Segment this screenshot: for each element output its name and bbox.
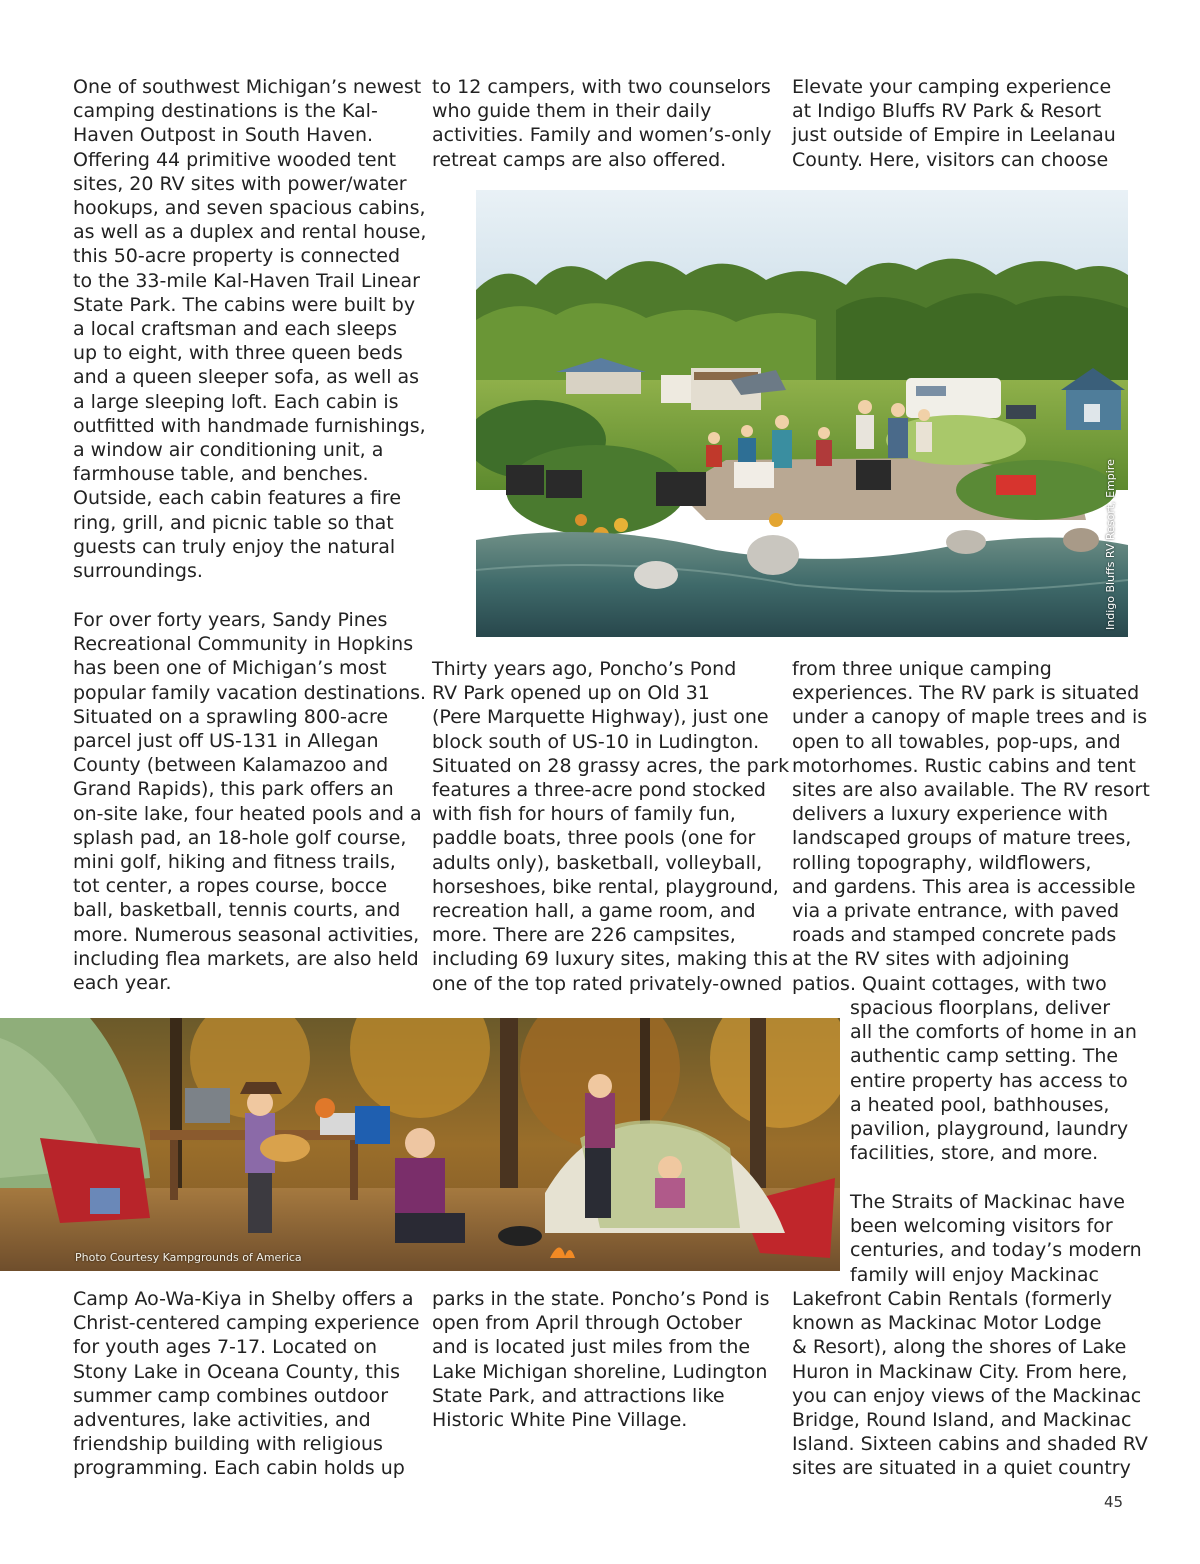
text-line: Outside, each cabin features a fire — [73, 487, 402, 510]
family-camping-photo — [0, 1018, 840, 1271]
col1-sandy-pines-paragraph — [73, 608, 426, 995]
text-line: adventures, lake activities, and — [73, 1409, 371, 1432]
text-line: (Pere Marquette Highway), just one — [432, 706, 769, 729]
text-line: splash pad, an 18-hole golf course, — [73, 826, 407, 849]
text-line: a local craftsman and each sleeps — [73, 318, 397, 341]
text-line: State Park, and attractions like — [432, 1384, 725, 1407]
text-line: Situated on 28 grassy acres, the park — [432, 754, 790, 777]
text-line: ring, grill, and picnic table so that — [73, 511, 394, 534]
text-line: under a canopy of maple trees and is — [792, 706, 1148, 729]
text-line: centuries, and today’s modern — [850, 1239, 1142, 1262]
text-line: a heated pool, bathhouses, — [850, 1093, 1110, 1116]
family-camping-photo-credit: Photo Courtesy Kampgrounds of America — [75, 1251, 302, 1264]
col3-mackinac-paragraph — [792, 1287, 1148, 1481]
text-line: & Resort), along the shores of Lake — [792, 1336, 1127, 1359]
text-line: rolling topography, wildflowers, — [792, 851, 1092, 874]
col3-indigo-continued-paragraph — [792, 657, 1150, 996]
text-line: features a three-acre pond stocked — [432, 779, 766, 802]
text-line: block south of US-10 in Ludington. — [432, 730, 760, 753]
text-line: guests can truly enjoy the natural — [73, 535, 396, 558]
text-line: known as Mackinac Motor Lodge — [792, 1312, 1102, 1335]
text-line: all the comforts of home in an — [850, 1021, 1137, 1044]
text-line: State Park. The cabins were built by — [73, 293, 416, 316]
text-line: horseshoes, bike rental, playground, — [432, 875, 779, 898]
text-line: authentic camp setting. The — [850, 1045, 1119, 1068]
text-line: County (between Kalamazoo and — [73, 754, 389, 777]
text-line: a window air conditioning unit, a — [73, 439, 384, 462]
text-line: Haven Outpost in South Haven. — [73, 124, 374, 147]
col2-ponchos-pond-paragraph — [432, 657, 789, 996]
text-line: at Indigo Bluffs RV Park & Resort — [792, 100, 1102, 123]
col1-kal-haven-paragraph — [73, 75, 426, 583]
text-line: parks in the state. Poncho’s Pond is — [432, 1288, 770, 1310]
text-line: Elevate your camping experience — [792, 76, 1112, 98]
text-line: programming. Each cabin holds up — [73, 1457, 405, 1480]
col2-camp-continued-paragraph — [432, 75, 771, 172]
col1-camp-ao-wa-kiya-paragraph — [73, 1287, 420, 1481]
text-line: activities. Family and women’s-only — [432, 124, 772, 147]
text-line: delivers a luxury experience with — [792, 803, 1109, 826]
text-line: parcel just off US-131 in Allegan — [73, 730, 379, 753]
text-line: farmhouse table, and benches. — [73, 463, 369, 486]
col3-indigo-bluffs-paragraph — [792, 75, 1116, 172]
text-line: with fish for hours of family fun, — [432, 803, 736, 826]
text-line: Historic White Pine Village. — [432, 1409, 688, 1432]
text-line: tot center, a ropes course, bocce — [73, 875, 388, 898]
text-line: paddle boats, three pools (one for — [432, 827, 756, 850]
text-line: spacious floorplans, deliver — [850, 997, 1111, 1019]
text-line: One of southwest Michigan’s newest — [73, 76, 422, 98]
text-line: surroundings. — [73, 560, 203, 583]
text-line: to the 33-mile Kal-Haven Trail Linear — [73, 269, 420, 292]
text-line: mini golf, hiking and fitness trails, — [73, 851, 396, 874]
text-line: Huron in Mackinaw City. From here, — [792, 1360, 1128, 1383]
text-line: from three unique camping — [792, 658, 1052, 680]
text-line: and gardens. This area is accessible — [792, 875, 1136, 898]
col3-cottages-paragraph — [850, 996, 1137, 1165]
text-line: RV Park opened up on Old 31 — [432, 682, 710, 705]
page-number: 45 — [1104, 1493, 1124, 1511]
text-line: who guide them in their daily — [432, 100, 712, 123]
text-line: landscaped groups of mature trees, — [792, 827, 1132, 850]
rv-resort-photo-credit: Indigo Bluffs RV Resort, Empire — [1104, 459, 1117, 630]
text-line: retreat camps are also offered. — [432, 148, 727, 171]
text-line: on-site lake, four heated pools and a — [73, 802, 422, 825]
text-line: Situated on a sprawling 800-acre — [73, 705, 389, 728]
text-line: each year. — [73, 972, 172, 995]
text-line: motorhomes. Rustic cabins and tent — [792, 754, 1136, 777]
text-line: Camp Ao-Wa-Kiya in Shelby offers a — [73, 1288, 414, 1310]
text-line: County. Here, visitors can choose — [792, 148, 1109, 171]
text-line: hookups, and seven spacious cabins, — [73, 197, 426, 220]
text-line: been welcoming visitors for — [850, 1215, 1113, 1238]
text-line: to 12 campers, with two counselors — [432, 76, 771, 98]
text-line: Stony Lake in Oceana County, this — [73, 1360, 400, 1383]
text-line: you can enjoy views of the Mackinac — [792, 1384, 1142, 1407]
text-line: Recreational Community in Hopkins — [73, 633, 414, 656]
text-line: camping destinations is the Kal- — [73, 100, 378, 123]
text-line: Lakefront Cabin Rentals (formerly — [792, 1288, 1112, 1310]
text-line: Lake Michigan shoreline, Ludington — [432, 1360, 768, 1383]
text-line: open from April through October — [432, 1312, 742, 1335]
text-line: Offering 44 primitive wooded tent — [73, 148, 397, 171]
text-line: open to all towables, pop-ups, and — [792, 730, 1121, 753]
text-line: ball, basketball, tennis courts, and — [73, 899, 401, 922]
text-line: sites, 20 RV sites with power/water — [73, 172, 407, 195]
text-line: has been one of Michigan’s most — [73, 657, 387, 680]
text-line: facilities, store, and more. — [850, 1142, 1099, 1165]
text-line: a large sleeping loft. Each cabin is — [73, 390, 399, 413]
text-line: Bridge, Round Island, and Mackinac — [792, 1409, 1132, 1432]
text-line: Island. Sixteen cabins and shaded RV — [792, 1433, 1148, 1456]
text-line: experiences. The RV park is situated — [792, 682, 1140, 705]
text-line: and a queen sleeper sofa, as well as — [73, 366, 420, 389]
text-line: patios. Quaint cottages, with two — [792, 972, 1107, 995]
text-line: Christ-centered camping experience — [73, 1312, 420, 1335]
text-line: one of the top rated privately-owned — [432, 972, 783, 995]
rv-resort-photo — [476, 190, 1128, 637]
col2-ponchos-continued-paragraph — [432, 1287, 770, 1432]
text-line: at the RV sites with adjoining — [792, 948, 1070, 971]
text-line: recreation hall, a game room, and — [432, 900, 756, 923]
text-line: this 50-acre property is connected — [73, 245, 401, 268]
text-line: including 69 luxury sites, making this — [432, 948, 789, 971]
text-line: sites are situated in a quiet country — [792, 1457, 1131, 1480]
text-line: up to eight, with three queen beds — [73, 342, 403, 365]
text-line: and is located just miles from the — [432, 1336, 751, 1359]
text-line: Thirty years ago, Poncho’s Pond — [432, 658, 737, 680]
col3-straits-paragraph — [850, 1190, 1142, 1287]
text-line: outfitted with handmade furnishings, — [73, 414, 426, 437]
text-line: entire property has access to — [850, 1069, 1128, 1092]
text-line: roads and stamped concrete pads — [792, 924, 1117, 947]
text-line: pavilion, playground, laundry — [850, 1118, 1129, 1141]
text-line: including flea markets, are also held — [73, 947, 419, 970]
text-line: for youth ages 7-17. Located on — [73, 1336, 378, 1359]
text-line: sites are also available. The RV resort — [792, 779, 1150, 802]
text-line: more. There are 226 campsites, — [432, 924, 736, 947]
text-line: popular family vacation destinations. — [73, 681, 427, 704]
text-line: via a private entrance, with paved — [792, 900, 1120, 923]
text-line: Grand Rapids), this park offers an — [73, 778, 394, 801]
text-line: For over forty years, Sandy Pines — [73, 609, 388, 631]
text-line: The Straits of Mackinac have — [850, 1191, 1125, 1213]
text-line: family will enjoy Mackinac — [850, 1263, 1099, 1286]
text-line: more. Numerous seasonal activities, — [73, 923, 420, 946]
text-line: as well as a duplex and rental house, — [73, 221, 427, 244]
text-line: adults only), basketball, volleyball, — [432, 851, 763, 874]
text-line: summer camp combines outdoor — [73, 1384, 389, 1407]
text-line: friendship building with religious — [73, 1433, 383, 1456]
text-line: just outside of Empire in Leelanau — [792, 124, 1116, 147]
